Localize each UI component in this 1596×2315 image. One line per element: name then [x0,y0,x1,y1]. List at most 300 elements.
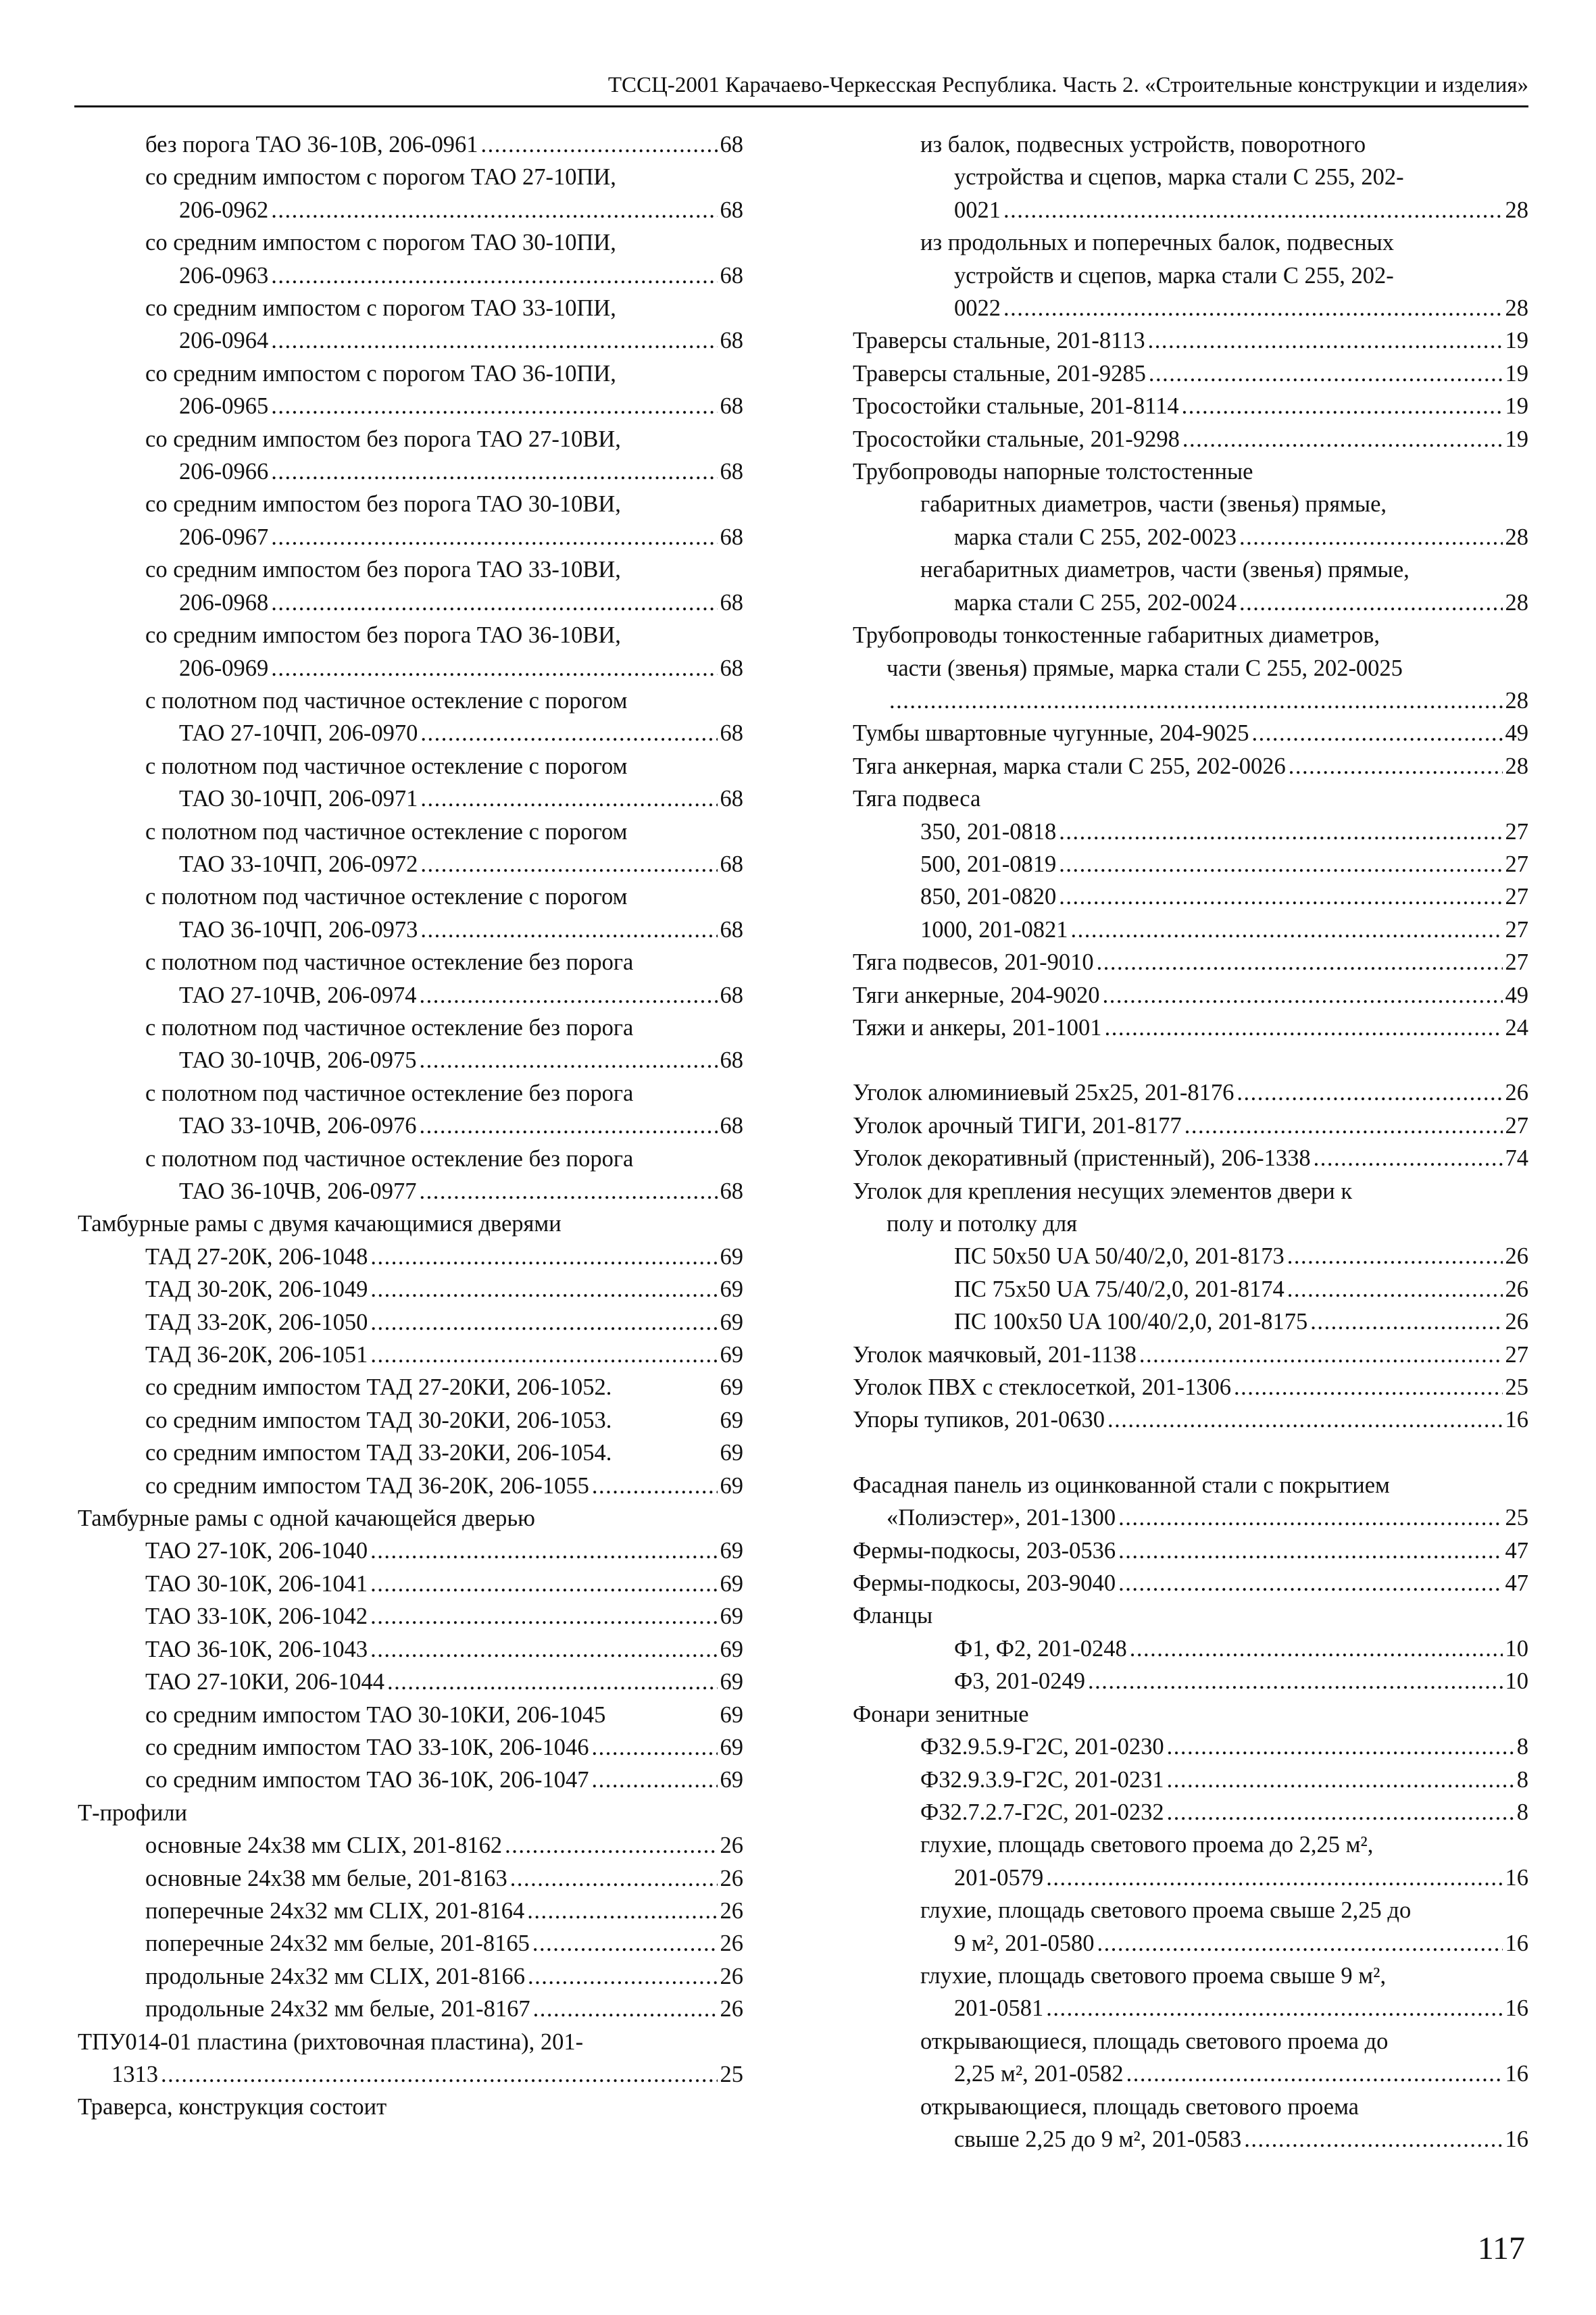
dot-leader [271,259,717,292]
index-entry [78,2026,743,2091]
index-entry-text: со средним импостом с порогом ТАО 30-10ПИ, [145,230,616,256]
dot-leader [420,1110,718,1142]
index-entry-page: 26 [720,1865,743,1891]
index-entry-line [853,1764,1528,1796]
index-entry-text: ТАД 27-20К, 206-1048 [145,1243,368,1270]
index-entry-page: 27 [1505,916,1528,943]
index-entry-page: 26 [720,1833,743,1859]
dot-leader [420,979,718,1012]
index-entry [853,390,1528,422]
index-entry-line [78,1666,743,1698]
index-entry [78,1535,743,1567]
index-entry-page: 26 [720,1996,743,2022]
index-entry-text: Тумбы швартовные чугунные, 204-9025 [853,720,1249,747]
dot-leader [1310,1305,1502,1338]
index-entry-line [78,1339,743,1371]
index-entry-text: со средним импостом ТАД 33-20КИ, 206-1054. [145,1440,612,1466]
index-entry [853,1960,1528,2025]
index-entry-line [853,1469,1528,1501]
index-entry-page: 19 [1505,360,1528,387]
index-entry-line [78,1699,743,1731]
index-entry-page: 69 [720,1701,743,1728]
index-entry-text: открывающиеся, площадь светового проема до [920,2028,1389,2054]
index-entry-page: 8 [1516,1766,1528,1793]
section-gap [853,1044,1528,1076]
index-entry [78,1143,743,1208]
dot-leader [1071,914,1503,946]
index-entry-text: ТАО 30-10ЧП, 206-0971 [179,786,418,812]
index-entry-page: 68 [720,197,743,223]
index-entry-text: 9 м², 201-0580 [954,1930,1095,1956]
index-entry-line [853,357,1528,390]
index-entry-text: со средним импостом ТАО 36-10К, 206-1047 [145,1767,589,1793]
index-entry-line [853,816,1528,848]
index-entry-line [78,128,743,161]
dot-leader [1244,2123,1502,2156]
index-entry-line [78,455,743,488]
index-entry-text: свыше 2,25 до 9 м², 201-0583 [954,2126,1242,2152]
index-entry-page: 69 [720,1570,743,1597]
dot-leader [592,1470,718,1502]
index-entry-line [853,2091,1528,2123]
index-entry-page: 26 [720,1897,743,1924]
index-entry-line [853,1992,1528,2024]
index-entry [853,914,1528,946]
index-entry [78,128,743,161]
running-header: ТССЦ-2001 Карачаево-Черкесская Республика. Часть 2. «Строительные конструкции и изделия» [74,66,1528,107]
index-entry-text: Тяги анкерные, 204-9020 [853,982,1100,1008]
index-entry [853,1698,1528,1731]
index-entry-line [78,2091,743,2123]
index-entry-page: 69 [720,1538,743,1564]
index-entry-text: без порога ТАО 36-10В, 206-0961 [145,132,478,157]
dot-leader [1103,979,1503,1012]
index-entry-text: Ф3, 201-0249 [954,1668,1085,1695]
index-entry [853,1665,1528,1697]
index-entry [78,946,743,1012]
index-entry [78,1241,743,1273]
index-entry-line [853,1599,1528,1632]
dot-leader [1167,1796,1514,1828]
index-entry-text: Уголок алюминиевый 25х25, 201-8176 [853,1080,1235,1106]
index-entry-text: со средним импостом ТАД 27-20КИ, 206-1052. [145,1374,612,1401]
index-entry-line [853,1175,1528,1208]
index-entry-line [853,1371,1528,1403]
index-entry-text: ТАО 27-10К, 206-1040 [145,1538,368,1564]
dot-leader [271,455,717,488]
index-entry-line [78,1077,743,1110]
dot-leader [533,1993,718,2025]
index-entry [78,1470,743,1502]
index-entry [853,1764,1528,1796]
index-entry [78,684,743,750]
index-entry-text: Уголок маячковый, 201-1138 [853,1341,1137,1368]
index-entry-line [853,914,1528,946]
index-entry [78,1306,743,1339]
index-entry-page: 68 [720,1113,743,1139]
dot-leader [370,1633,717,1666]
index-entry-page: 69 [720,1243,743,1270]
index-entry-text: 201-0581 [954,1995,1044,2022]
index-entry-page: 26 [1505,1276,1528,1302]
index-entry-page: 69 [720,1276,743,1303]
index-entry-line [78,324,743,357]
index-entry [853,979,1528,1012]
index-entry-page: 49 [1505,720,1528,747]
index-entry-line [78,587,743,619]
index-entry [78,1895,743,1927]
dot-leader [161,2058,718,2091]
index-entry-text: со средним импостом без порога ТАО 36-10ВИ, [145,622,621,649]
index-entry-page: 8 [1516,1799,1528,1825]
index-entry-text: Тросостойки стальные, 201-8114 [853,393,1179,420]
index-entry [78,226,743,292]
index-entry-line [78,1731,743,1764]
index-entry-page: 68 [720,1047,743,1074]
index-entry-line [853,1894,1528,1926]
index-entry-line [78,1110,743,1142]
dot-leader [1105,1012,1503,1044]
index-entry-line [78,521,743,553]
dot-leader [271,587,717,619]
index-entry-page: 8 [1516,1734,1528,1760]
index-entry-text: Уголок декоративный (пристенный), 206-1338 [853,1145,1311,1172]
index-entry-text: с полотном под частичное остекление с порогом [145,753,628,779]
index-entry-line [853,161,1528,193]
dot-leader [1130,1633,1503,1665]
index-entry-text: ТАО 27-10ЧП, 206-0970 [179,720,418,747]
index-entry-page: 28 [1505,197,1528,223]
index-entry [78,553,743,619]
index-entry-text: 206-0962 [179,197,269,223]
index-entry-page: 24 [1505,1014,1528,1041]
index-entry-page: 27 [1505,851,1528,877]
index-entry [78,1012,743,1077]
index-entry-text: части (звенья) прямые, марка стали С 255, 202-0025 [887,655,1403,681]
index-entry-page: 47 [1505,1570,1528,1597]
index-entry-page: 25 [1505,1505,1528,1531]
index-entry-page: 69 [720,1407,743,1433]
dot-leader [505,1829,717,1862]
index-entry-text: со средним импостом с порогом ТАО 33-10ПИ, [145,295,616,322]
dot-leader [889,684,1503,717]
dot-leader [370,1339,717,1371]
dot-leader [591,1764,717,1796]
index-entry-line [853,1862,1528,1894]
index-entry-line [853,1796,1528,1828]
index-entry-line [853,1012,1528,1044]
index-entry-text: со средним импостом без порога ТАО 27-10ВИ, [145,426,621,452]
index-entry [78,816,743,881]
dot-leader [1239,587,1503,619]
index-entry-page: 27 [1505,884,1528,910]
index-entry-page: 69 [720,1472,743,1499]
index-entry-line [78,1600,743,1633]
index-entry-line [853,587,1528,619]
index-entry-text: ПС 100х50 UA 100/40/2,0, 201-8175 [954,1309,1308,1335]
dot-leader [271,194,717,226]
index-entry-page: 69 [720,1669,743,1695]
index-entry-line [853,1960,1528,1992]
index-entry-line [78,652,743,684]
index-entry [78,1764,743,1796]
section-gap [853,1437,1528,1469]
dot-leader [1252,717,1503,749]
dot-leader [1003,292,1503,324]
index-entry-text: 0021 [954,197,1001,223]
index-entry-line [78,1862,743,1895]
index-entry-text: с полотном под частичное остекление с порогом [145,687,628,714]
index-entry-line [853,750,1528,782]
index-entry-line [78,357,743,390]
dot-leader [420,914,717,946]
index-entry-page: 10 [1505,1635,1528,1662]
index-entry [78,357,743,423]
index-entry-text: 206-0967 [179,524,269,550]
index-entry-text: устройства и сцепов, марка стали С 255, 202- [954,164,1404,191]
index-entry-text: со средним импостом ТАО 33-10К, 206-1046 [145,1734,589,1760]
index-entry-text: ТАО 27-10КИ, 206-1044 [145,1669,384,1695]
index-entry-text: «Полиэстер», 201-1300 [887,1505,1116,1531]
index-entry-line [78,194,743,226]
index-entry-page: 68 [720,655,743,681]
index-entry-line [853,979,1528,1012]
index-entry-page: 69 [720,1342,743,1368]
index-entry-page: 16 [1505,1407,1528,1433]
index-entry-page: 19 [1505,328,1528,354]
index-entry-page: 19 [1505,426,1528,452]
index-entry [853,423,1528,455]
index-column-right [853,128,1528,2156]
dot-leader [527,1895,717,1927]
index-entry-line [853,553,1528,586]
index-entry-text: Тамбурные рамы с одной качающейся дверью [78,1505,535,1532]
index-entry-text: ТАО 27-10ЧВ, 206-0974 [179,982,417,1008]
index-entry-line [853,292,1528,324]
index-entry-text: полу и потолку для [887,1211,1078,1237]
index-entry-text: Фонари зенитные [853,1701,1029,1727]
index-entry-line [853,1633,1528,1665]
index-entry-page: 68 [720,720,743,747]
index-entry [78,1699,743,1731]
index-entry-text: Тросостойки стальные, 201-9298 [853,426,1180,452]
index-entry-line [853,619,1528,651]
index-entry-page: 28 [1505,295,1528,322]
index-entry-line [78,1143,743,1175]
index-entry-line [78,390,743,422]
index-entry [78,2091,743,2123]
dot-leader [1003,194,1503,226]
dot-leader [1167,1731,1514,1763]
index-entry-line [853,1403,1528,1436]
index-entry-line [78,1502,743,1535]
index-entry [78,292,743,357]
dot-leader [480,128,717,161]
index-entry-line [853,1240,1528,1272]
dot-leader [1148,324,1503,357]
index-entry-line [853,259,1528,292]
index-entry-text: продольные 24х32 мм белые, 201-8167 [145,1996,530,2022]
dot-leader [420,1175,718,1208]
index-entry-page: 16 [1505,2061,1528,2087]
index-entry-line [78,750,743,782]
index-entry-line [853,2025,1528,2058]
index-entry [853,782,1528,815]
index-entry-text: со средним импостом ТАД 30-20КИ, 206-1053. [145,1407,612,1433]
index-entry [78,750,743,816]
index-entry [853,488,1528,553]
dot-leader [1139,1339,1503,1371]
index-entry-page: 28 [1505,687,1528,714]
index-entry-text: Фланцы [853,1603,933,1629]
index-entry-line [853,2058,1528,2090]
index-entry-text: марка стали С 255, 202-0023 [954,524,1237,550]
index-entry-line [78,1273,743,1305]
index-entry-line [78,259,743,292]
dot-leader [1118,1501,1502,1534]
index-entry-line [853,1698,1528,1731]
index-entry [853,2091,1528,2156]
index-entry-text: Ф32.9.5.9-Г2С, 201-0230 [920,1734,1164,1760]
index-entry-text: со средним импостом ТАО 30-10КИ, 206-1045 [145,1701,606,1728]
index-entry-line [853,1567,1528,1599]
dot-leader [370,1241,717,1273]
index-entry-text: поперечные 24х32 мм CLIX, 201-8164 [145,1897,525,1924]
dot-leader [271,521,717,553]
dot-leader [1149,357,1503,390]
index-entry [78,1829,743,1862]
index-entry-text: габаритных диаметров, части (звенья) прямые, [920,491,1387,518]
dot-leader [1059,816,1502,848]
index-entry-line [853,455,1528,488]
index-entry [78,619,743,684]
index-entry-text: ПС 50х50 UA 50/40/2,0, 201-8173 [954,1243,1285,1270]
index-entry-line [853,521,1528,553]
index-entry-text: устройств и сцепов, марка стали С 255, 202- [954,262,1394,289]
page-number: 117 [1477,2231,1525,2266]
index-entry [78,1339,743,1371]
index-entry [853,619,1528,717]
index-entry-text: ТАО 36-10ЧВ, 206-0977 [179,1178,417,1204]
index-entry [78,1371,743,1403]
index-entry-page: 19 [1505,393,1528,420]
dot-leader [1234,1371,1502,1403]
index-entry-text: Траверсы стальные, 201-8113 [853,328,1145,354]
index-entry-line [78,2026,743,2058]
index-entry-line [853,717,1528,749]
index-entry [853,816,1528,848]
index-entry-text: со средним импостом с порогом ТАО 36-10ПИ, [145,360,616,387]
index-entry-line [78,1404,743,1437]
index-entry [78,1927,743,1960]
index-entry-line [78,1306,743,1339]
dot-leader [271,390,717,422]
index-entry-line [78,1371,743,1403]
index-entry-text: ТАО 30-10К, 206-1041 [145,1570,368,1597]
index-entry-text: ТАО 36-10ЧП, 206-0973 [179,916,418,943]
index-entry-text: с полотном под частичное остекление с порогом [145,884,628,910]
index-entry [853,1828,1528,1894]
index-entry [853,880,1528,913]
dot-leader [1059,848,1502,880]
index-entry-text: Т-профили [78,1799,188,1826]
index-entry [78,1437,743,1469]
index-entry-line [78,1044,743,1076]
index-entry-line [853,1273,1528,1305]
dot-leader [420,1044,718,1076]
index-entry-page: 26 [1505,1309,1528,1335]
index-entry-text: ТАО 30-10ЧВ, 206-0975 [179,1047,417,1074]
index-entry-line [78,1895,743,1927]
index-entry [853,1175,1528,1241]
index-entry-line [853,128,1528,161]
index-entry-text: 850, 201-0820 [920,884,1057,910]
index-entry-line [853,226,1528,259]
index-entry-line [78,488,743,520]
index-entry-line [78,1208,743,1240]
dot-leader [387,1666,718,1698]
index-entry-page: 16 [1505,1864,1528,1891]
index-entry-page: 27 [1505,1341,1528,1368]
index-entry-text: Тяга анкерная, марка стали С 255, 202-0026 [853,753,1286,779]
index-entry-page: 26 [720,1963,743,1989]
index-entry-text: марка стали С 255, 202-0024 [954,589,1237,616]
index-entry-text: с полотном под частичное остекление без порога [145,1014,634,1041]
index-entry [853,1796,1528,1828]
index-entry [853,1403,1528,1436]
dot-leader [370,1600,717,1633]
index-entry-page: 68 [720,786,743,812]
index-entry-page: 69 [720,1603,743,1630]
index-entry-text: Фасадная панель из оцинкованной стали с покрытием [853,1472,1390,1498]
index-entry [78,161,743,226]
index-entry-line [78,1470,743,1502]
index-entry-page: 74 [1505,1145,1528,1172]
index-entry-text: с полотном под частичное остекление без порога [145,1080,634,1106]
index-entry-text: 206-0968 [179,589,269,616]
dot-leader [528,1960,718,1993]
index-entry-line [78,1764,743,1796]
index-entry-page: 69 [720,1440,743,1466]
index-entry-text: Траверса, конструкция состоит [78,2094,387,2120]
index-entry-line [853,946,1528,978]
index-entry-page: 68 [720,982,743,1008]
index-entry-text: со средним импостом без порога ТАО 30-10ВИ, [145,491,621,518]
dot-leader [1314,1142,1503,1174]
index-entry-line [853,782,1528,815]
index-entry [853,553,1528,619]
dot-leader [1118,1567,1502,1599]
index-entry-text: открывающиеся, площадь светового проема [920,2093,1359,2120]
index-entry-page: 68 [720,524,743,550]
dot-leader [1126,2058,1503,2090]
index-entry-line [78,619,743,651]
index-entry-page: 68 [720,328,743,354]
index-entry-text: 206-0964 [179,328,269,354]
index-entry-text: Тяжи и анкеры, 201-1001 [853,1014,1102,1041]
index-entry-line [78,1241,743,1273]
index-entry-line [853,1731,1528,1763]
index-entry-line [78,848,743,880]
index-entry-text: ТАД 36-20К, 206-1051 [145,1342,368,1368]
dot-leader [1046,1992,1502,2024]
index-entry-page: 69 [720,1734,743,1760]
index-entry [78,1273,743,1305]
index-entry-page: 10 [1505,1668,1528,1695]
index-entry-line [78,1797,743,1829]
index-entry-text: основные 24х38 мм CLIX, 201-8162 [145,1833,503,1859]
index-entry-text: 1000, 201-0821 [920,916,1068,943]
